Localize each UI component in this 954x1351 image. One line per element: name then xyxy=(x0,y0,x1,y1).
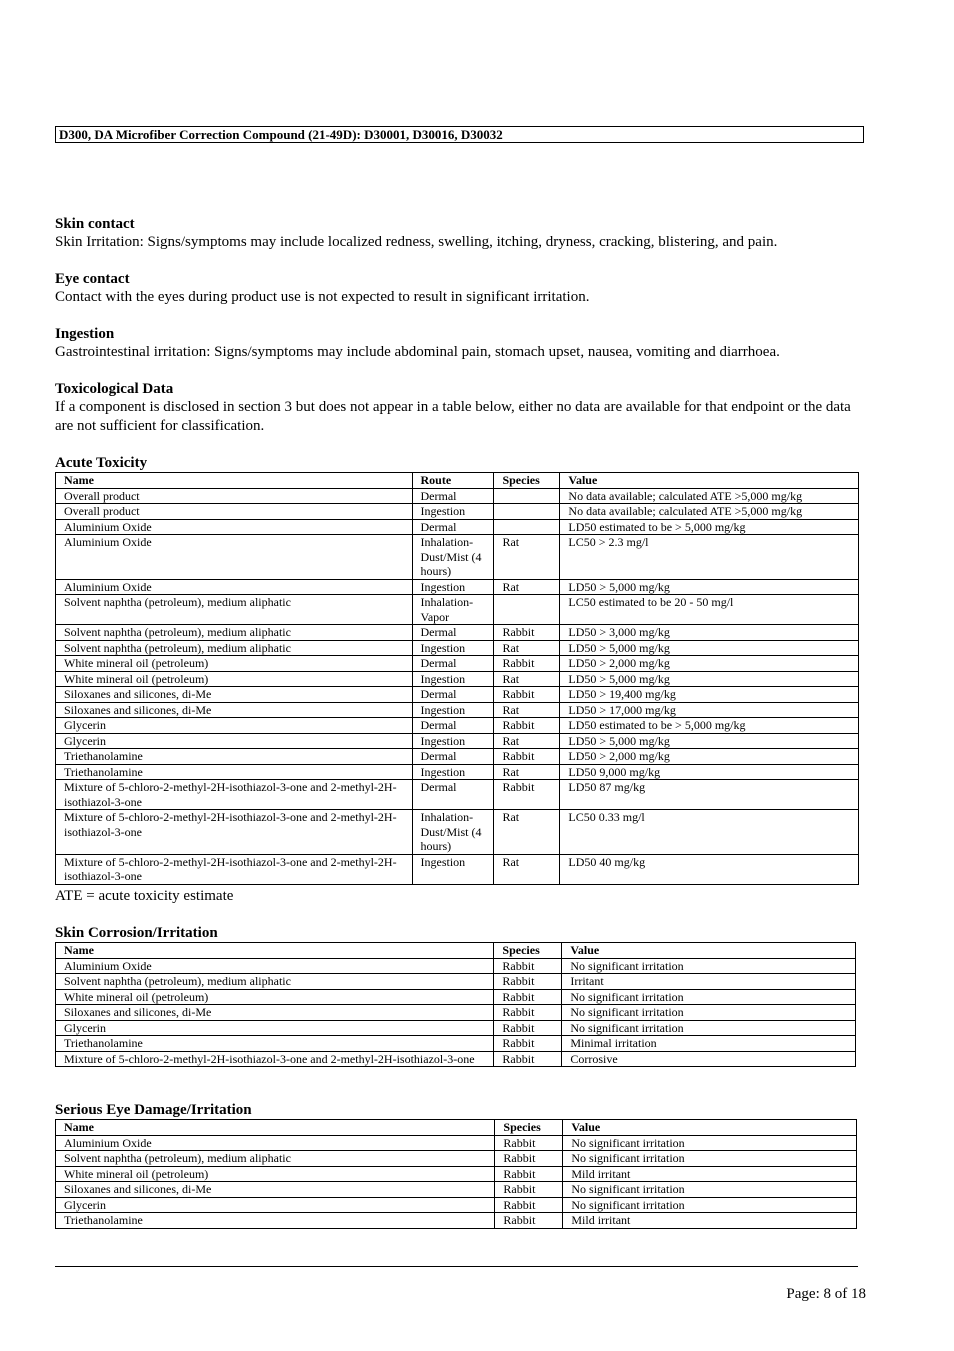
acute-toxicity-caption: Acute Toxicity xyxy=(55,455,148,471)
table-cell: Ingestion xyxy=(412,854,494,884)
table-cell: Overall product xyxy=(56,504,413,520)
table-row xyxy=(56,640,859,656)
table-cell: LD50 > 5,000 mg/kg xyxy=(560,640,859,656)
ingestion-heading: Ingestion xyxy=(55,326,115,342)
table-cell: Solvent naphtha (petroleum), medium aliphatic xyxy=(56,974,494,990)
skin-contact-section xyxy=(55,215,865,252)
table-cell: Triethanolamine xyxy=(56,749,413,765)
column-header: Name xyxy=(56,943,494,959)
table-cell: Rabbit xyxy=(494,974,562,990)
column-header: Name xyxy=(56,473,413,489)
table-row xyxy=(56,671,859,687)
column-header: Species xyxy=(494,943,562,959)
table-row xyxy=(56,749,859,765)
eye-contact-heading: Eye contact xyxy=(55,271,130,287)
table-cell: Ingestion xyxy=(412,579,494,595)
table-row xyxy=(56,1213,857,1229)
table-row xyxy=(56,718,859,734)
table-row xyxy=(56,1051,856,1067)
table-cell: Rabbit xyxy=(494,1020,562,1036)
table-cell xyxy=(494,504,560,520)
table-cell: Rabbit xyxy=(494,1005,562,1021)
table-cell: Dermal xyxy=(412,519,494,535)
table-cell: LD50 > 3,000 mg/kg xyxy=(560,625,859,641)
table-cell: Inhalation-Vapor xyxy=(412,595,494,625)
table-cell xyxy=(494,488,560,504)
ingestion-section xyxy=(55,325,865,362)
table-cell: Rat xyxy=(494,854,560,884)
table-cell: LC50 > 2.3 mg/l xyxy=(560,535,859,580)
table-cell: Inhalation-Dust/Mist (4 hours) xyxy=(412,535,494,580)
table-row xyxy=(56,989,856,1005)
table-cell: Corrosive xyxy=(562,1051,856,1067)
eye-contact-text: Contact with the eyes during product use is not expected to result in significant irritation. xyxy=(55,289,590,305)
table-cell: Rabbit xyxy=(494,749,560,765)
table-cell xyxy=(494,595,560,625)
table-cell: Dermal xyxy=(412,687,494,703)
table-cell: Rabbit xyxy=(494,1036,562,1052)
table-cell: No significant irritation xyxy=(562,1005,856,1021)
table-cell: Glycerin xyxy=(56,718,413,734)
table-cell: Rat xyxy=(494,640,560,656)
table-cell: LD50 87 mg/kg xyxy=(560,780,859,810)
table-cell: LD50 9,000 mg/kg xyxy=(560,764,859,780)
table-cell: Glycerin xyxy=(56,733,413,749)
table-cell: White mineral oil (petroleum) xyxy=(56,671,413,687)
table-row xyxy=(56,1197,857,1213)
page-number: Page: 8 of 18 xyxy=(786,1286,866,1302)
table-cell: Rabbit xyxy=(494,1051,562,1067)
table-cell: Glycerin xyxy=(56,1020,494,1036)
table-cell: Rabbit xyxy=(494,656,560,672)
tox-data-heading: Toxicological Data xyxy=(55,381,174,397)
table-row xyxy=(56,1182,857,1198)
table-row xyxy=(56,1005,856,1021)
table-cell: Mixture of 5-chloro-2-methyl-2H-isothiazol-3-one and 2-methyl-2H-isothiazol-3-one xyxy=(56,1051,494,1067)
skin-irritation-table xyxy=(55,942,856,1067)
table-cell: Rat xyxy=(494,535,560,580)
table-cell: LC50 0.33 mg/l xyxy=(560,810,859,855)
table-cell: LC50 estimated to be 20 - 50 mg/l xyxy=(560,595,859,625)
table-cell: LD50 > 5,000 mg/kg xyxy=(560,733,859,749)
table-row xyxy=(56,504,859,520)
table-cell: Rabbit xyxy=(495,1166,563,1182)
table-cell: No significant irritation xyxy=(563,1182,857,1198)
table-row xyxy=(56,519,859,535)
table-row xyxy=(56,1135,857,1151)
table-cell: Aluminium Oxide xyxy=(56,519,413,535)
table-cell: Mild irritant xyxy=(563,1213,857,1229)
table-cell: No significant irritation xyxy=(563,1151,857,1167)
ate-footnote: ATE = acute toxicity estimate xyxy=(55,888,234,904)
table-row xyxy=(56,974,856,990)
skin-contact-heading: Skin contact xyxy=(55,216,135,232)
table-cell: Rabbit xyxy=(495,1135,563,1151)
table-row xyxy=(56,656,859,672)
table-row xyxy=(56,810,859,855)
table-cell: Glycerin xyxy=(56,1197,495,1213)
column-header: Route xyxy=(412,473,494,489)
table-cell: Irritant xyxy=(562,974,856,990)
table-cell: White mineral oil (petroleum) xyxy=(56,656,413,672)
table-cell: Rat xyxy=(494,702,560,718)
table-cell: Ingestion xyxy=(412,671,494,687)
table-cell: LD50 > 5,000 mg/kg xyxy=(560,579,859,595)
table-cell: Dermal xyxy=(412,749,494,765)
column-header: Species xyxy=(495,1120,563,1136)
table-cell: Aluminium Oxide xyxy=(56,535,413,580)
table-cell: Rabbit xyxy=(494,718,560,734)
table-cell: Siloxanes and silicones, di-Me xyxy=(56,687,413,703)
column-header: Species xyxy=(494,473,560,489)
table-cell: Siloxanes and silicones, di-Me xyxy=(56,1005,494,1021)
table-row xyxy=(56,488,859,504)
table-cell: Ingestion xyxy=(412,702,494,718)
table-cell: Rabbit xyxy=(495,1213,563,1229)
skin-contact-text: Skin Irritation: Signs/symptoms may include localized redness, swelling, itching, dryness, cracking, blistering, and pain. xyxy=(55,234,778,250)
table-cell: White mineral oil (petroleum) xyxy=(56,1166,495,1182)
table-cell: LD50 40 mg/kg xyxy=(560,854,859,884)
table-row xyxy=(56,780,859,810)
table-cell: Aluminium Oxide xyxy=(56,579,413,595)
table-cell: No data available; calculated ATE >5,000 mg/kg xyxy=(560,488,859,504)
table-row xyxy=(56,1020,856,1036)
table-cell: Triethanolamine xyxy=(56,1036,494,1052)
table-cell: Minimal irritation xyxy=(562,1036,856,1052)
table-row xyxy=(56,1036,856,1052)
table-cell: LD50 > 2,000 mg/kg xyxy=(560,656,859,672)
table-row xyxy=(56,579,859,595)
table-cell: LD50 > 2,000 mg/kg xyxy=(560,749,859,765)
eye-contact-section xyxy=(55,270,865,307)
table-cell xyxy=(494,519,560,535)
table-cell: LD50 estimated to be > 5,000 mg/kg xyxy=(560,519,859,535)
ingestion-text: Gastrointestinal irritation: Signs/symptoms may include abdominal pain, stomach upset, nausea, vomiting and diarrhoea. xyxy=(55,344,780,360)
table-cell: Dermal xyxy=(412,656,494,672)
table-row xyxy=(56,595,859,625)
table-row xyxy=(56,702,859,718)
table-cell: Inhalation-Dust/Mist (4 hours) xyxy=(412,810,494,855)
table-cell: Aluminium Oxide xyxy=(56,958,494,974)
table-cell: Overall product xyxy=(56,488,413,504)
table-row xyxy=(56,764,859,780)
table-cell: Rat xyxy=(494,810,560,855)
table-cell: No significant irritation xyxy=(563,1135,857,1151)
table-cell: Dermal xyxy=(412,625,494,641)
table-cell: Dermal xyxy=(412,718,494,734)
table-cell: Rabbit xyxy=(494,780,560,810)
column-header: Name xyxy=(56,1120,495,1136)
table-cell: No significant irritation xyxy=(563,1197,857,1213)
table-cell: Ingestion xyxy=(412,504,494,520)
table-cell: Siloxanes and silicones, di-Me xyxy=(56,702,413,718)
table-cell: Ingestion xyxy=(412,733,494,749)
column-header: Value xyxy=(560,473,859,489)
table-cell: Solvent naphtha (petroleum), medium aliphatic xyxy=(56,640,413,656)
table-cell: LD50 > 19,400 mg/kg xyxy=(560,687,859,703)
table-cell: Triethanolamine xyxy=(56,764,413,780)
table-cell: Rabbit xyxy=(495,1151,563,1167)
table-cell: Solvent naphtha (petroleum), medium aliphatic xyxy=(56,625,413,641)
table-cell: Dermal xyxy=(412,780,494,810)
table-cell: Dermal xyxy=(412,488,494,504)
table-cell: Triethanolamine xyxy=(56,1213,495,1229)
table-row xyxy=(56,854,859,884)
table-cell: Rat xyxy=(494,764,560,780)
table-cell: Rabbit xyxy=(495,1197,563,1213)
table-cell: Mixture of 5-chloro-2-methyl-2H-isothiazol-3-one and 2-methyl-2H-isothiazol-3-one xyxy=(56,854,413,884)
column-header: Value xyxy=(562,943,856,959)
table-cell: Siloxanes and silicones, di-Me xyxy=(56,1182,495,1198)
table-row xyxy=(56,1151,857,1167)
table-cell: Aluminium Oxide xyxy=(56,1135,495,1151)
table-cell: No data available; calculated ATE >5,000 mg/kg xyxy=(560,504,859,520)
table-cell: Ingestion xyxy=(412,764,494,780)
table-row xyxy=(56,958,856,974)
table-cell: Rabbit xyxy=(494,989,562,1005)
table-cell: Mixture of 5-chloro-2-methyl-2H-isothiazol-3-one and 2-methyl-2H-isothiazol-3-one xyxy=(56,810,413,855)
document-header: D300, DA Microfiber Correction Compound (21-49D): D30001, D30016, D30032 xyxy=(55,126,864,143)
tox-data-text: If a component is disclosed in section 3 but does not appear in a table below, either no data are available for that endpoint or the data are not sufficient for classification. xyxy=(55,399,851,434)
table-cell: Solvent naphtha (petroleum), medium aliphatic xyxy=(56,595,413,625)
skin-irritation-caption: Skin Corrosion/Irritation xyxy=(55,925,218,941)
table-cell: LD50 estimated to be > 5,000 mg/kg xyxy=(560,718,859,734)
table-cell: Rat xyxy=(494,733,560,749)
table-cell: Rabbit xyxy=(495,1182,563,1198)
table-cell: Rat xyxy=(494,671,560,687)
table-cell: Rabbit xyxy=(494,687,560,703)
table-cell: Rat xyxy=(494,579,560,595)
column-header: Value xyxy=(563,1120,857,1136)
table-cell: No significant irritation xyxy=(562,989,856,1005)
table-row xyxy=(56,1166,857,1182)
table-row xyxy=(56,733,859,749)
footer-divider xyxy=(55,1266,858,1267)
acute-toxicity-table xyxy=(55,472,859,885)
table-row xyxy=(56,625,859,641)
table-cell: No significant irritation xyxy=(562,958,856,974)
table-cell: Rabbit xyxy=(494,625,560,641)
tox-data-section xyxy=(55,380,860,436)
table-cell: Mild irritant xyxy=(563,1166,857,1182)
table-cell: Ingestion xyxy=(412,640,494,656)
eye-damage-table xyxy=(55,1119,857,1229)
table-cell: White mineral oil (petroleum) xyxy=(56,989,494,1005)
table-row xyxy=(56,687,859,703)
table-row xyxy=(56,535,859,580)
table-cell: Mixture of 5-chloro-2-methyl-2H-isothiazol-3-one and 2-methyl-2H-isothiazol-3-one xyxy=(56,780,413,810)
table-cell: No significant irritation xyxy=(562,1020,856,1036)
table-cell: LD50 > 17,000 mg/kg xyxy=(560,702,859,718)
table-cell: Solvent naphtha (petroleum), medium aliphatic xyxy=(56,1151,495,1167)
table-cell: LD50 > 5,000 mg/kg xyxy=(560,671,859,687)
table-cell: Rabbit xyxy=(494,958,562,974)
eye-damage-caption: Serious Eye Damage/Irritation xyxy=(55,1102,252,1118)
